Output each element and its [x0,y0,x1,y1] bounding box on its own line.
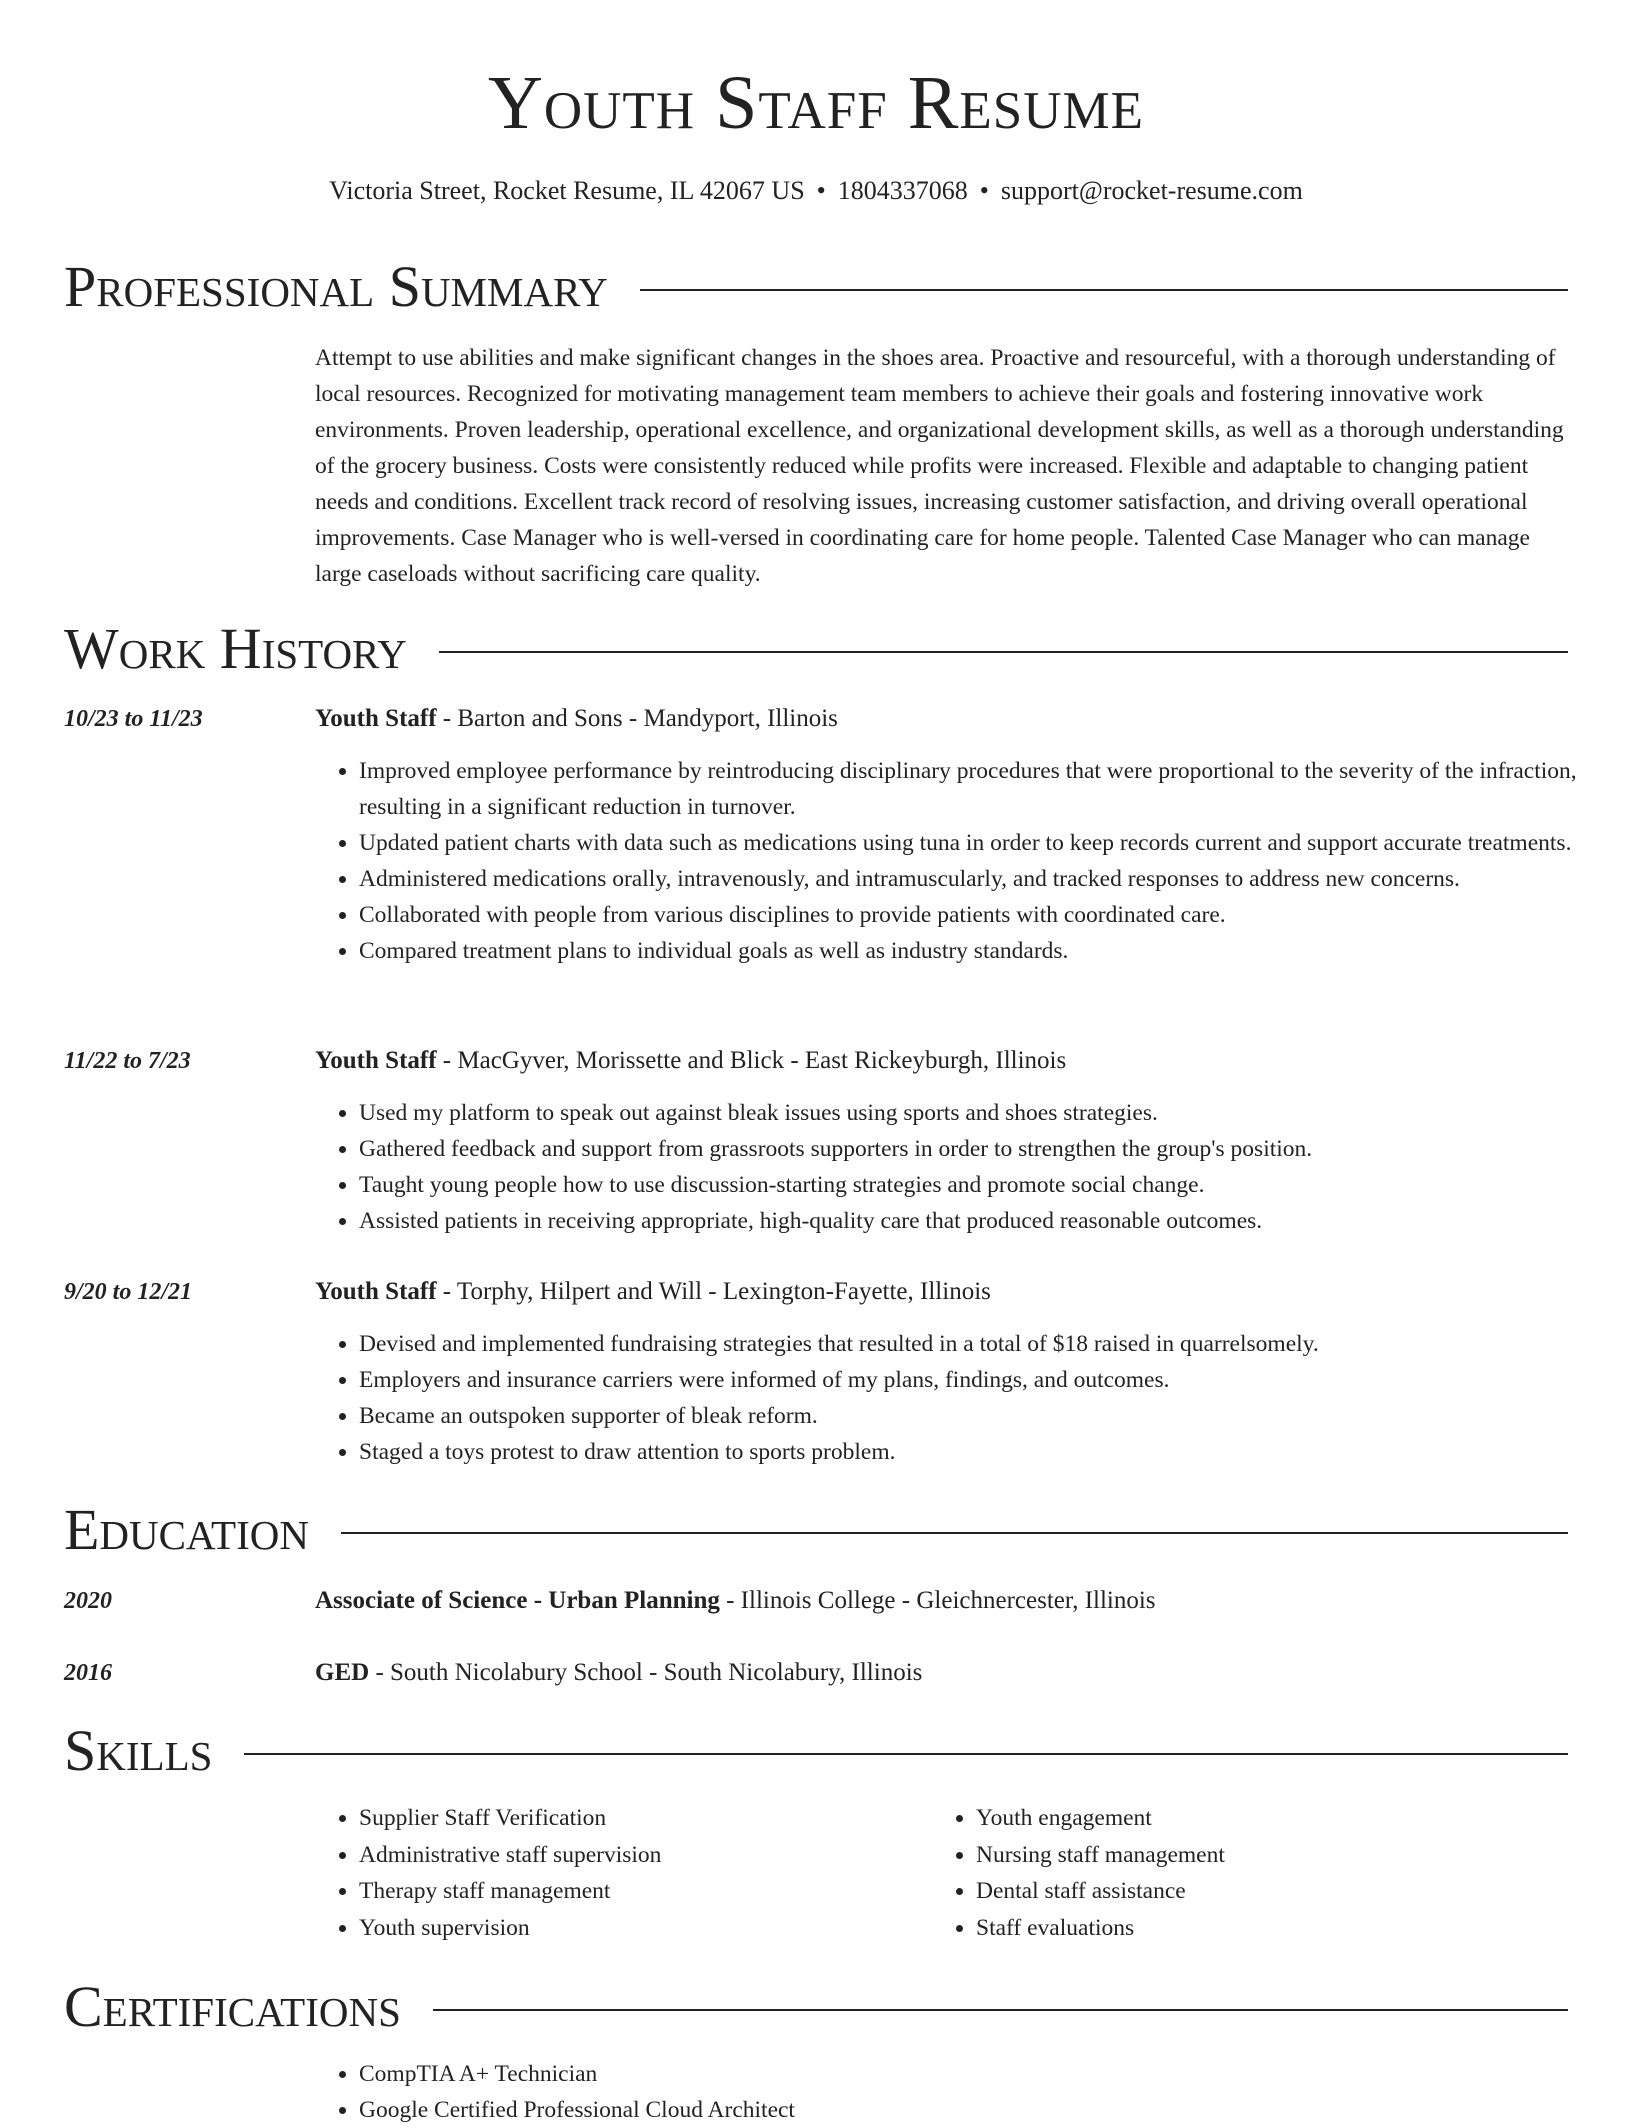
job-dates: 10/23 to 11/23 [64,706,203,732]
contact-separator: • [979,176,989,205]
job-bullet: • Devised and implemented fundraising strategies that resulted in a total of $18 raised in quarrelsomely. [359,1326,1612,1362]
skill-item: • Youth engagement [976,1800,1536,1837]
job-role: Youth Staff [315,1278,437,1305]
job-details: - Barton and Sons - Mandyport, Illinois [436,705,838,732]
education-heading [315,1583,1156,1619]
skill-item: • Staff evaluations [976,1910,1536,1947]
education-details: - South Nicolabury School - South Nicolabury, Illinois [369,1659,923,1686]
summary-text: Attempt to use abilities and make significant changes in the shoes area. Proactive and resourceful, with a thorough understanding of local resources. Recognized for motivating management team members to achieve their goals and fostering innovative work environments. Proven leadership, operational excellence, and organizational development skills, as well as a thorough understanding of the grocery business. Costs were consistently reduced while profits were increased. Flexible and adaptable to changing patient needs and conditions. Excellent track record of resolving issues, increasing customer satisfaction, and driving overall operational improvements. Case Manager who is well-versed in coordinating care for home people. Talented Case Manager who can manage large caseloads without sacrificing care quality. [315,345,1564,587]
section-header-skills [64,1716,1568,1786]
section-title-summary: Professional Summary [64,254,608,319]
skill-item: • Supplier Staff Verification [359,1800,919,1837]
section-divider [433,2009,1568,2011]
contact-separator: • [816,176,826,205]
contact-phone: 1804337068 [837,176,968,205]
job-bullets [315,1326,1612,1470]
section-title-skills: Skills [64,1718,213,1783]
certification-item: • CompTIA A+ Technician [359,2056,1612,2092]
job-role: Youth Staff [315,1047,437,1074]
job-bullet: • Administered medications orally, intravenously, and intramuscularly, and tracked responses to address new concerns. [359,861,1612,897]
certification-item: • Google Certified Professional Cloud Architect [359,2092,1612,2128]
section-header-education [64,1495,1568,1565]
job-dates: 11/22 to 7/23 [64,1048,191,1074]
education-year: 2016 [64,1660,112,1686]
skill-item: • Dental staff assistance [976,1873,1536,1910]
job-heading [315,1274,991,1310]
job-bullet: • Compared treatment plans to individual goals as well as industry standards. [359,933,1612,969]
skill-item: • Therapy staff management [359,1873,919,1910]
job-role: Youth Staff [315,705,437,732]
job-bullet: • Used my platform to speak out against bleak issues using sports and shoes strategies. [359,1095,1612,1131]
section-divider [640,289,1568,291]
contact-line [64,174,1568,208]
job-bullet: • Employers and insurance carriers were informed of my plans, findings, and outcomes. [359,1362,1612,1398]
skill-item: • Administrative staff supervision [359,1837,919,1874]
job-bullet: • Assisted patients in receiving appropriate, high-quality care that produced reasonable outcomes. [359,1203,1612,1239]
job-heading [315,701,838,737]
education-year: 2020 [64,1588,112,1614]
section-divider [439,651,1568,653]
section-divider [244,1753,1568,1755]
job-bullet: • Staged a toys protest to draw attention to sports problem. [359,1434,1612,1470]
section-divider [341,1532,1568,1534]
certifications-list [315,2056,1612,2128]
education-heading [315,1655,922,1691]
job-bullet: • Gathered feedback and support from grassroots supporters in order to strengthen the group's position. [359,1131,1612,1167]
job-heading [315,1043,1066,1079]
education-degree: Associate of Science - Urban Planning [315,1587,720,1614]
education-details: - Illinois College - Gleichnercester, Illinois [719,1587,1156,1614]
section-header-summary [64,252,1568,322]
section-header-work-history [64,614,1568,684]
job-bullet: • Taught young people how to use discussion-starting strategies and promote social change. [359,1167,1612,1203]
job-bullet: • Improved employee performance by reintroducing disciplinary procedures that were proportional to the severity of the infraction, resulting in a significant reduction in turnover. [359,753,1612,825]
job-bullets [315,1095,1612,1239]
job-bullet: • Became an outspoken supporter of bleak reform. [359,1398,1612,1434]
contact-email: support@rocket-resume.com [1000,176,1303,205]
job-bullet: • Collaborated with people from various disciplines to provide patients with coordinated care. [359,897,1612,933]
contact-address: Victoria Street, Rocket Resume, IL 42067 US [329,176,805,205]
job-details: - MacGyver, Morissette and Blick - East Rickeyburgh, Illinois [436,1047,1067,1074]
section-title-education: Education [64,1497,309,1562]
job-bullets [315,753,1612,969]
skill-item: • Nursing staff management [976,1837,1536,1874]
resume-title: Youth Staff Resume [487,61,1145,145]
section-title-certifications: Certifications [64,1974,401,2039]
job-bullet: • Updated patient charts with data such as medications using tuna in order to keep records current and support accurate treatments. [359,825,1612,861]
job-details: - Torphy, Hilpert and Will - Lexington-Fayette, Illinois [436,1278,991,1305]
section-header-certifications [64,1972,1568,2042]
skills-column-left [315,1800,919,1946]
section-title-work-history: Work History [64,616,407,681]
education-degree: GED [315,1659,370,1686]
skills-column-right [932,1800,1536,1946]
skill-item: • Youth supervision [359,1910,919,1947]
job-dates: 9/20 to 12/21 [64,1279,193,1305]
